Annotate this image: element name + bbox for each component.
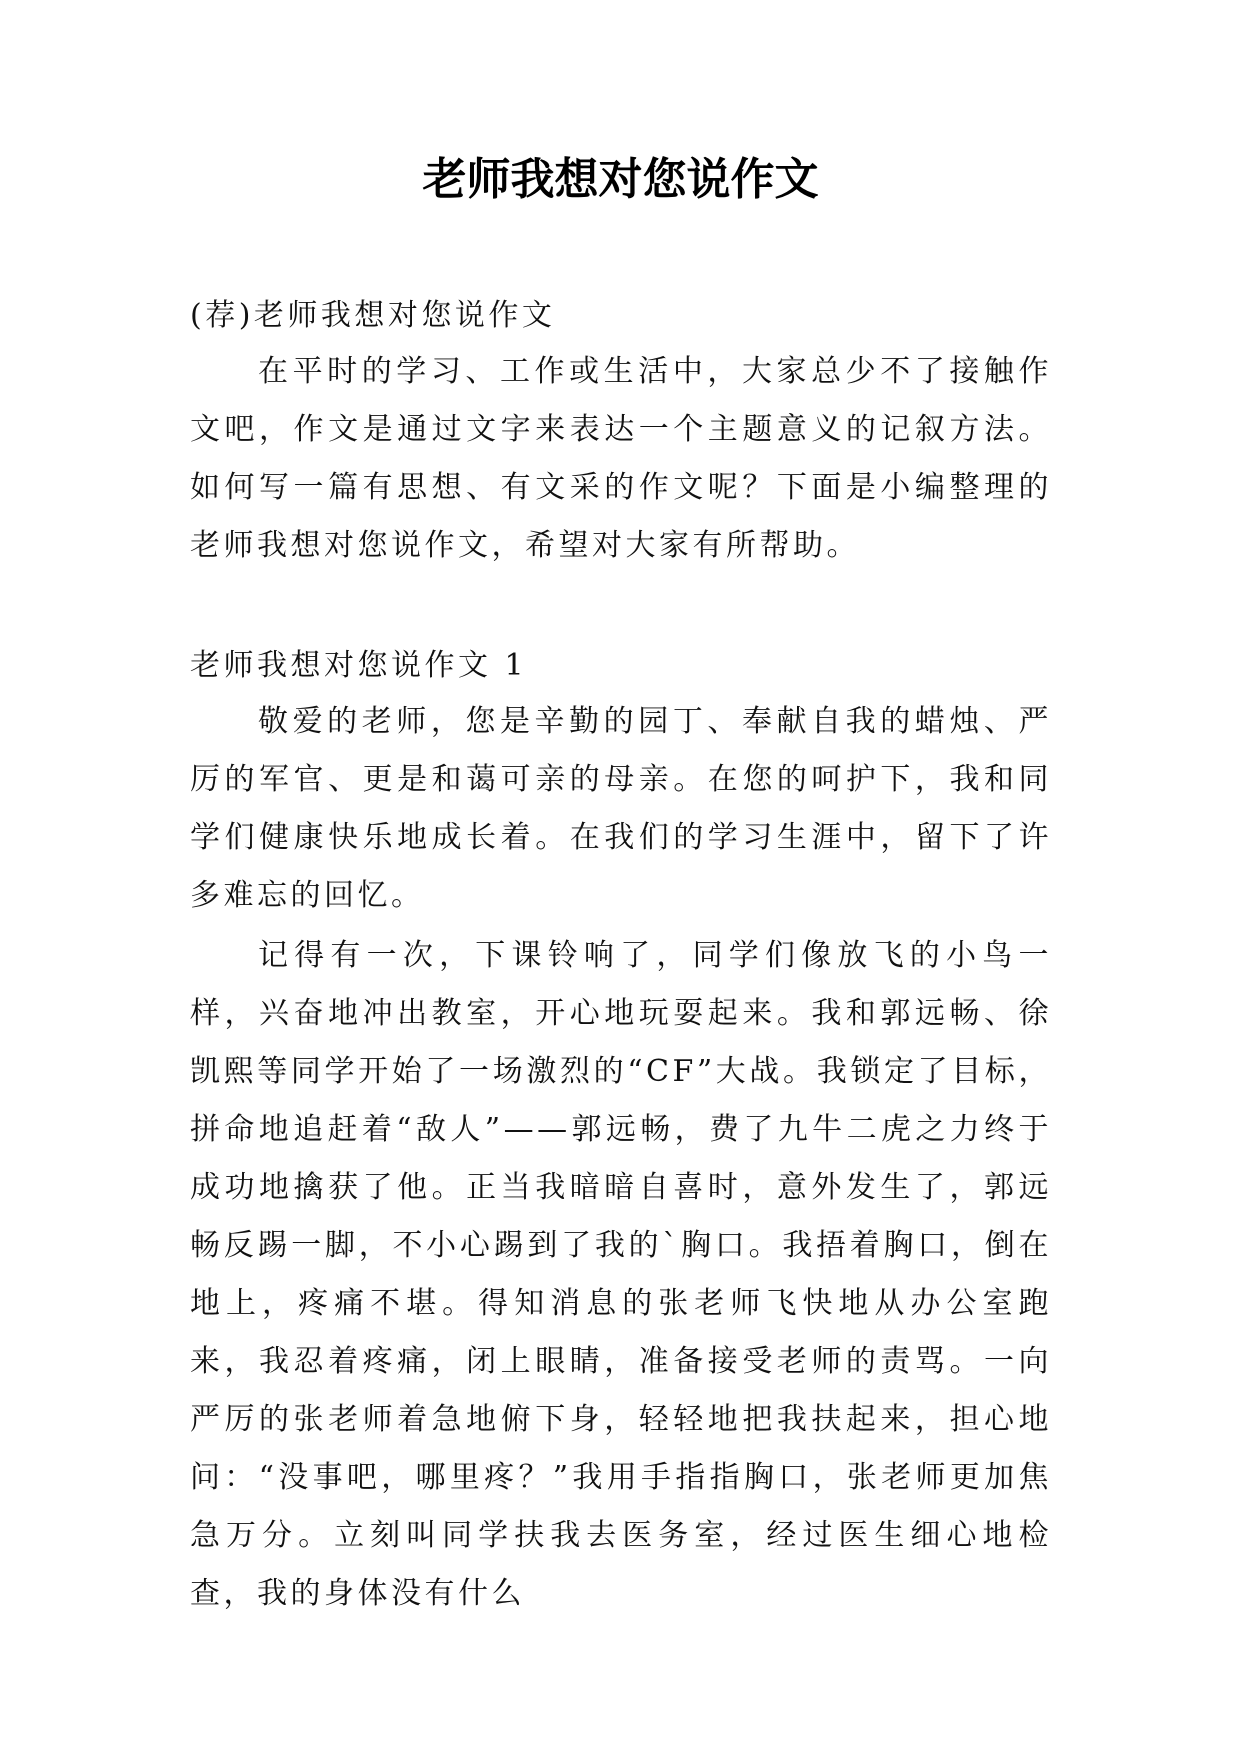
document-title: 老师我想对您说作文: [422, 154, 819, 205]
document-subtitle: (荐)老师我想对您说作文: [190, 298, 556, 333]
intro-paragraph: 在平时的学习、工作或生活中，大家总少不了接触作文吧，作文是通过文字来表达一个主题意义的记叙方法。如何写一篇有思想、有文采的作文呢？下面是小编整理的老师我想对您说作文，希望对大家有所帮助。: [190, 354, 1052, 563]
body-paragraph: 记得有一次，下课铃响了，同学们像放飞的小鸟一样，兴奋地冲出教室，开心地玩耍起来。我和郭远畅、徐凯熙等同学开始了一场激烈的“CF”大战。我锁定了目标，拼命地追赶着“敌人”——郭远畅，费了九牛二虎之力终于成功地擒获了他。正当我暗暗自喜时，意外发生了，郭远畅反踢一脚，不小心踢到了我的`胸口。我捂着胸口，倒在地上，疼痛不堪。得知消息的张老师飞快地从办公室跑来，我忍着疼痛，闭上眼睛，准备接受老师的责骂。一向严厉的张老师着急地俯下身，轻轻地把我扶起来，担心地问：“没事吧，哪里疼？”我用手指指胸口，张老师更加焦急万分。立刻叫同学扶我去医务室，经过医生细心地检查，我的身体没有什么: [190, 938, 1052, 1611]
section-heading: 老师我想对您说作文 1: [190, 648, 528, 683]
body-paragraph: 敬爱的老师，您是辛勤的园丁、奉献自我的蜡烛、严厉的军官、更是和蔼可亲的母亲。在您的呵护下，我和同学们健康快乐地成长着。在我们的学习生涯中，留下了许多难忘的回忆。: [190, 704, 1052, 913]
